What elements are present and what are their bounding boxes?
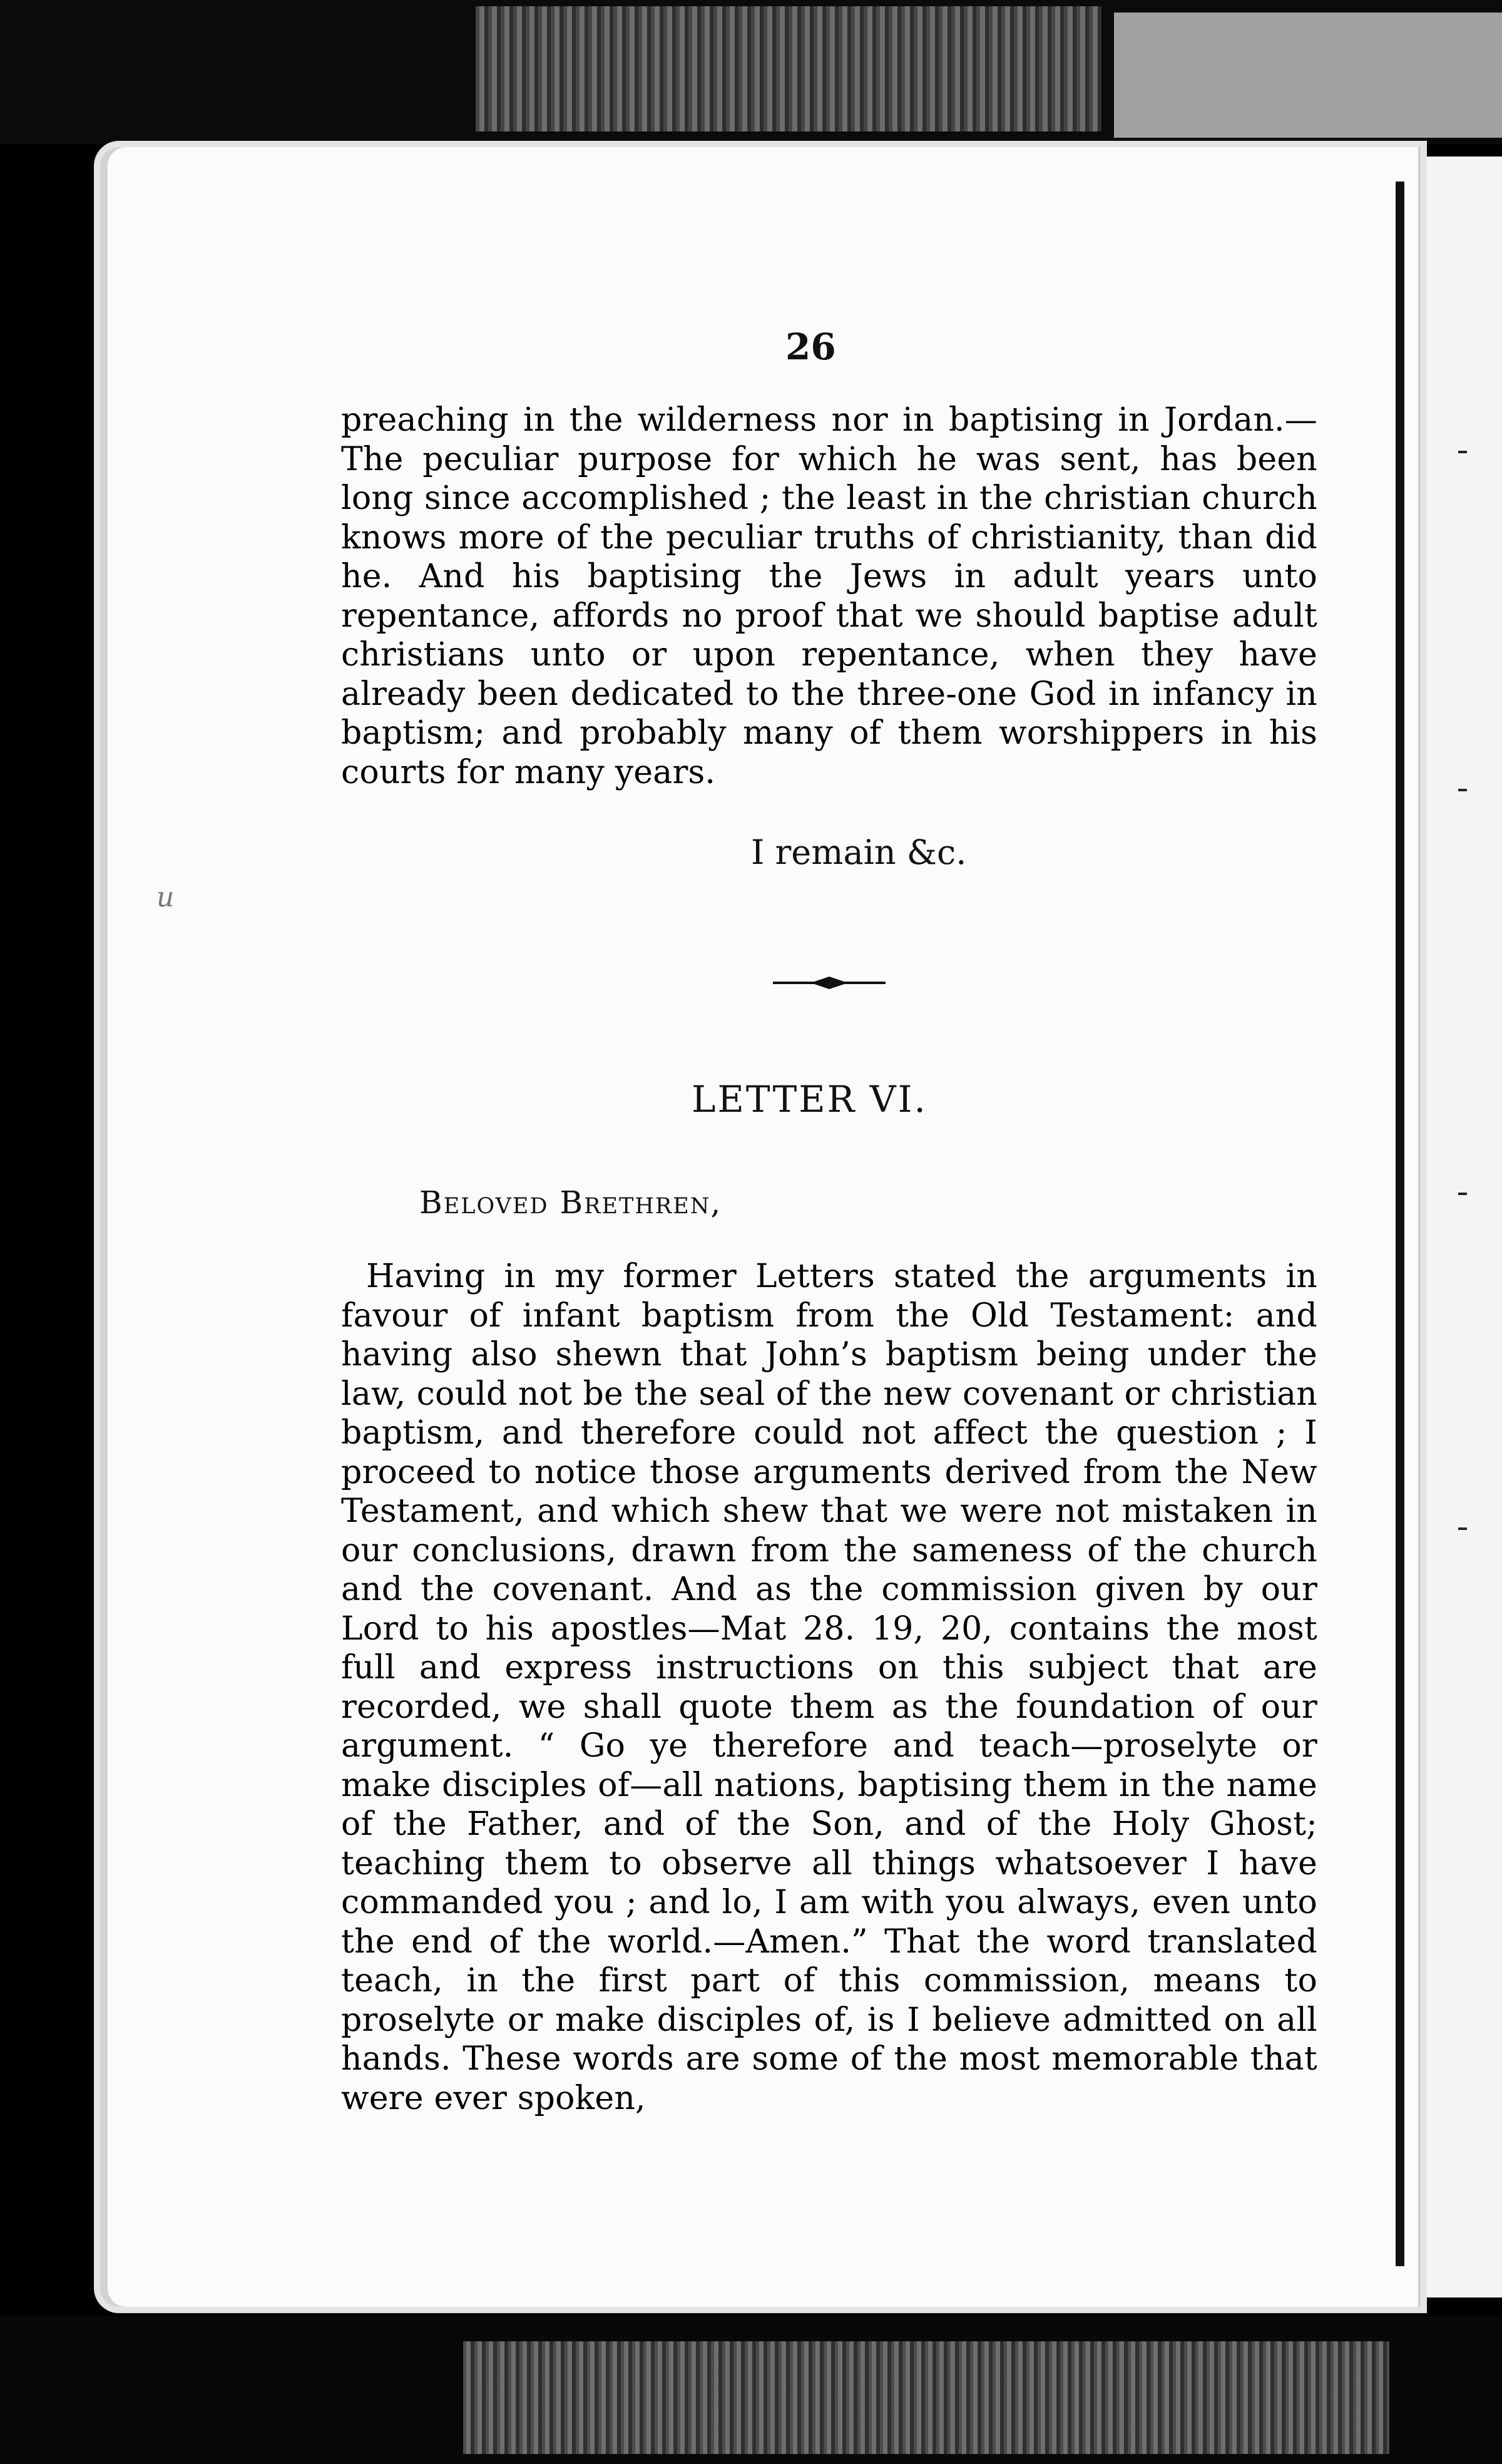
adjacent-page-top (1114, 13, 1502, 138)
margin-tick (1458, 451, 1467, 453)
margin-tick (1458, 789, 1467, 791)
page-gutter-edge (1396, 182, 1404, 2266)
paragraph-continuation: preaching in the wilderness nor in baptising in Jordan.—The peculiar purpose for which he was sent, has been long since accomplished ; the least in the christian church knows more of the peculiar truths of christianity, than did he. And his baptising the Jews in adult years unto repentance, affords no proof that we should baptise adult christians unto or upon repentance, when they have already been dedicated to the three-one God in infancy in baptism; and probably many of them worshippers in his courts for many years. (341, 401, 1317, 791)
margin-tick (1458, 1193, 1467, 1195)
letter-closing: I remain &c. (751, 833, 967, 872)
scan-noise-bottom (463, 2341, 1389, 2454)
ornament-divider-icon (773, 973, 886, 992)
adjacent-page-edge (1421, 157, 1502, 2297)
margin-tick (1458, 1527, 1467, 1530)
letter-heading: LETTER VI. (692, 1078, 927, 1121)
letter-body-paragraph: Having in my former Letters stated the arguments in favour of infant baptism from the Old Testament: and having also shewn that John’s baptism being under the law, could not be the seal of the new covenant or christian baptism, and therefore could not affect the question ; I proceed to notice those arguments derived from the New Testament, and which shew that we were not mistaken in our conclusions, drawn from the sameness of the church and the covenant. And as the commission given by our Lord to his apostles—Mat 28. 19, 20, contains the most full and express instructions on this subject that are recorded, we shall quote them as the foundation of our argument. “ Go ye therefore and teach—proselyte or make disciples of—all nations, baptising them in the name of the Father, and of the Son, and of the Holy Ghost; teaching them to observe all things whatsoever I have commanded you ; and lo, I am with you always, even unto the end of the world.—Amen.” That the word translated teach, in the first part of this commission, means to proselyte or make disciples of, is I believe admitted on all hands. These words are some of the most memorable that were ever spoken, (341, 1258, 1317, 2117)
margin-pencil-mark: u (156, 881, 175, 913)
scan-noise-top (476, 6, 1101, 131)
salutation: Beloved Brethren, (419, 1184, 722, 1221)
scan-frame-top (0, 0, 1502, 144)
page-number: 26 (785, 326, 836, 368)
scan-frame-bottom (0, 2316, 1502, 2464)
